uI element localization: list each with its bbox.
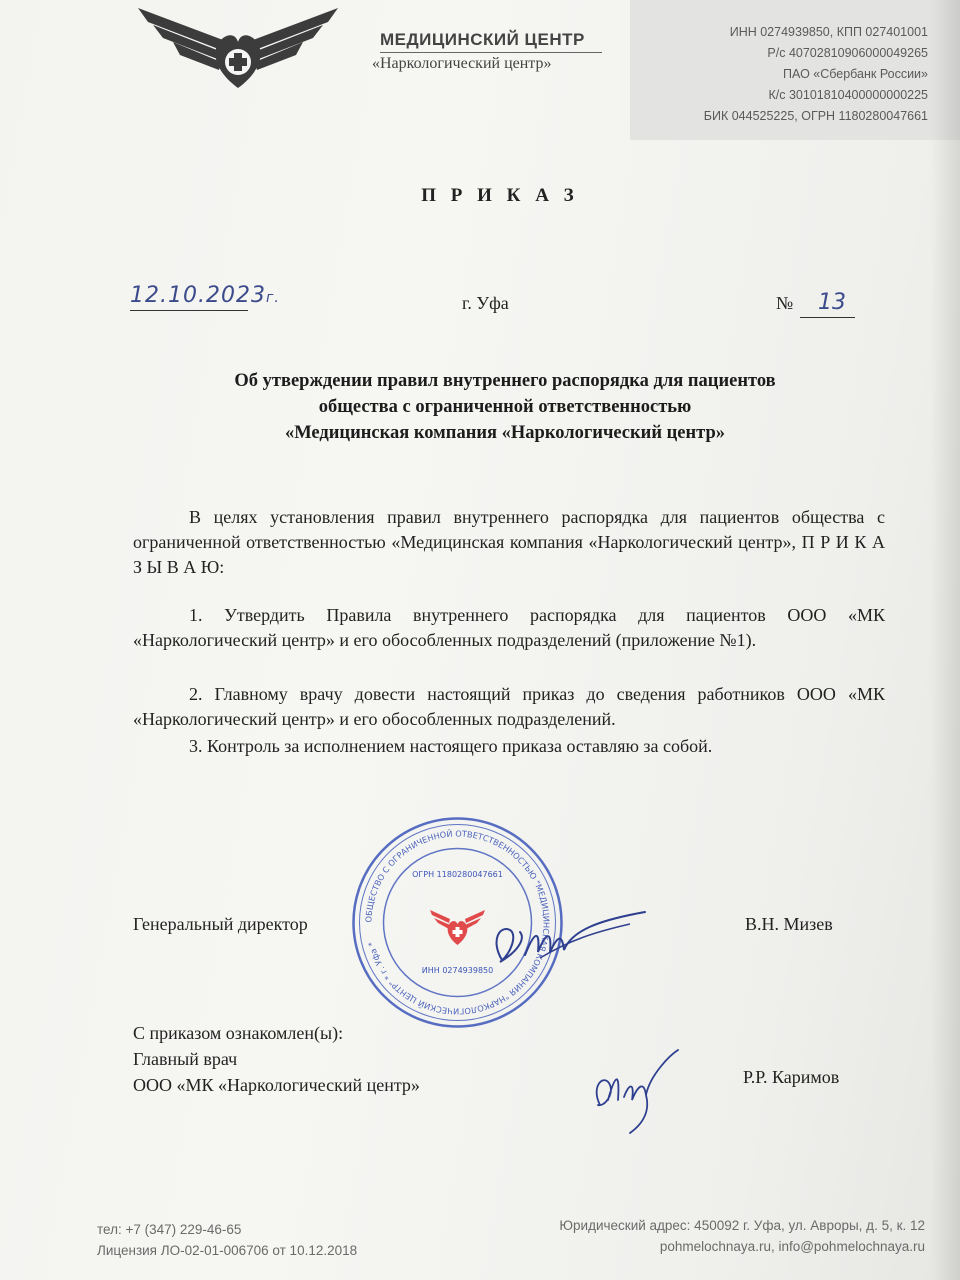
stamp-ogrn: ОГРН 1180280047661: [412, 870, 503, 879]
footer-license: Лицензия ЛО-02-01-006706 от 10.12.2018: [97, 1243, 358, 1258]
order-subject: [100, 368, 910, 446]
requisite-line: ПАО «Сбербанк России»: [783, 67, 928, 81]
requisite-line: Р/с 40702810906000049265: [767, 46, 928, 60]
document-title: П Р И К А З: [421, 185, 579, 206]
chief-doctor-name: Р.Р. Каримов: [743, 1067, 840, 1087]
signer-title: Генеральный директор: [133, 914, 308, 934]
number-underline: [800, 317, 855, 318]
footer-phone: тел: +7 (347) 229-46-65: [97, 1222, 242, 1237]
footer-contacts: [97, 1219, 357, 1261]
handwritten-date: [130, 283, 280, 308]
footer-address: [559, 1215, 925, 1257]
footer-legal-address: Юридический адрес: 450092 г. Уфа, ул. Авроры, д. 5, к. 12: [559, 1218, 925, 1233]
city: г. Уфа: [462, 293, 509, 313]
brand-name: МЕДИЦИНСКИЙ ЦЕНТР: [380, 30, 585, 49]
intro-paragraph: В целях установления правил внутреннего распорядка для пациентов общества с ограниченной ответственностью «Медицинская компания «Наркологический центр», П Р И К А З Ы В А Ю:: [133, 507, 885, 577]
ack-line: Главный врач: [133, 1049, 238, 1069]
date-suffix: г.: [265, 290, 280, 306]
handwritten-number: 13: [818, 290, 846, 315]
stamp-logo-icon: [430, 910, 485, 945]
order-item-1: 1. Утвердить Правила внутреннего распорядка для пациентов ООО «МК «Наркологический центр» и его обособленных подразделений (приложение №1).: [133, 605, 885, 650]
date-underline: [130, 310, 248, 311]
number-label: №: [776, 293, 794, 313]
footer-web: pohmelochnaya.ru, info@pohmelochnaya.ru: [659, 1239, 925, 1254]
page-shadow: [930, 0, 960, 1280]
subject-line: общества с ограниченной ответственностью: [318, 397, 692, 417]
requisite-line: К/с 30101810400000000225: [768, 88, 928, 102]
stamp-ring-text: ОБЩЕСТВО С ОГРАНИЧЕННОЙ ОТВЕТСТВЕННОСТЬЮ "МЕДИЦИНСКАЯ КОМПАНИЯ "НАРКОЛОГИЧЕСКИЙ ЦЕНТР" * г. Уфа *: [363, 828, 552, 1017]
date-value: 12.10.2023: [130, 283, 266, 308]
bank-requisites: [628, 22, 928, 127]
ack-line: ООО «МК «Наркологический центр»: [133, 1075, 420, 1095]
order-item-3: 3. Контроль за исполнением настоящего приказа оставляю за собой.: [189, 736, 713, 756]
subject-line: «Медицинская компания «Наркологический центр»: [284, 423, 726, 443]
requisite-line: ИНН 0274939850, КПП 027401001: [729, 25, 928, 39]
ack-line: С приказом ознакомлен(ы):: [133, 1023, 344, 1043]
director-signature: [480, 900, 650, 980]
chief-doctor-signature: [580, 1045, 700, 1135]
brand-divider: [380, 52, 602, 53]
requisite-line: БИК 044525225, ОГРН 1180280047661: [703, 109, 928, 123]
subject-line: Об утверждении правил внутреннего распорядка для пациентов: [234, 371, 776, 391]
stamp-inn: ИНН 0274939850: [421, 966, 494, 975]
acknowledgement-block: [133, 1020, 420, 1098]
order-item-2: 2. Главному врачу довести настоящий приказ до сведения работников ООО «МК «Наркологический центр» и его обособленных подразделений.: [133, 684, 885, 729]
winged-heart-logo: [118, 0, 378, 95]
brand-subtitle: «Наркологический центр»: [372, 55, 552, 72]
signer-name: В.Н. Мизев: [745, 914, 833, 934]
